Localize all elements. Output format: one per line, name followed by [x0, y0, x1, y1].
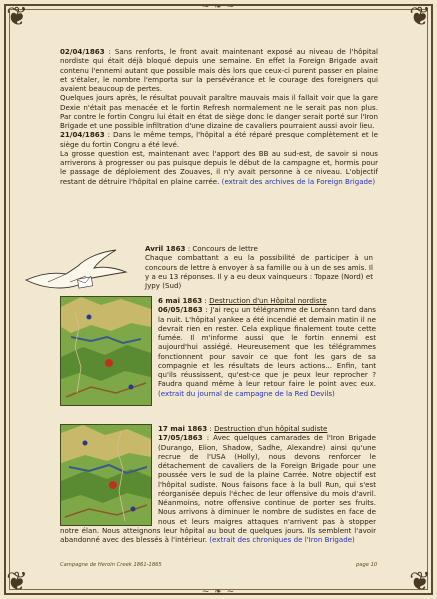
corner-fleuron-icon: ❦ [409, 567, 431, 597]
entry-date: 17 mai 1863 [158, 424, 208, 433]
article-letter-contest: Avril 1863 : Concours de lettre Chaque combattant a eu la possibilité de participer à un concours de lettre à envoyer à sa famille ou à un de ses amis. Il y a eu 13 réponses. Il y a eu deux vainqueurs : Topaze (Nord) et Jypy (Sud) [145, 244, 373, 290]
footer-campaign-name: Campagne de Heroïn Creek 1861-1865 [60, 562, 162, 568]
entry-date: 6 mai 1863 [158, 296, 203, 305]
top-ornament: ~ ❧ ~ [201, 2, 236, 12]
dove-letter-icon [20, 244, 132, 294]
source-link[interactable]: (extrait du journal de campagne de la Red Devils) [158, 388, 335, 398]
bottom-ornament: ~ ❧ ~ [201, 587, 236, 597]
entry-date: 21/04/1863 [60, 130, 105, 140]
footer-page-number: page 10 [356, 562, 378, 568]
corner-fleuron-icon: ❦ [409, 2, 431, 32]
article-foreign-brigade: 02/04/1863 : Sans renforts, le front avait maintenant exposé au niveau de l'hôpital nordiste qui était déjà bloqué depuis une semaine. En effet la Foreign Brigade avait contenu l'ennemi autant que possible mais dès lors que ceux-ci purent passer en plaine et s'étaler, le nombre l'emporta sur la persévérance et le courage des foreigners qui avaient beaucoup de pertes. Quelques jours après, le résultat pouvait paraître mauvais mais il fallait voir que la gare Dexie n'était pas menacée et le fortin Refresh normalement ne le serait pas non plus. Par contre le fortin Congru lui était en état de siège donc le danger serait porté sur l'Iron Brigade et une possible infiltration d'une dizaine de cavaliers pourraient aussi avoir lieu. 21/04/1863 : Dans le même temps, l'hôpital a été réparé presque complètement et le siège du fortin Congru a été levé. La grosse question est, maintenant avec l'apport des BB au sud-est, de savoir si nous arriverons à progresser ou pas puisque depuis le début de la campagne et, hormis pour le passage de déploiement des Zouaves, il n'y avait personne à ce niveau. L'objectif restant de détruire l'hôpital en plaine carrée. (extrait des archives de la Foreign Brigade) [60, 47, 378, 186]
entry-date: Avril 1863 [145, 244, 186, 253]
source-link[interactable]: (extrait des chroniques de l'Iron Brigade) [209, 535, 355, 544]
entry-title: Destruction d'un Hôpital nordiste [209, 296, 327, 305]
entry-date: 02/04/1863 [60, 47, 105, 56]
source-link[interactable]: (extrait des archives de la Foreign Brigade) [221, 176, 376, 186]
corner-fleuron-icon: ❦ [6, 567, 28, 597]
campaign-map-image [60, 296, 152, 406]
article-southern-hospital: 17 mai 1863 : Destruction d'un hôpital sudiste 17/05/1863 : Avec quelques camarades de l'Iron Brigade (Durango, Elion, Shadow, Sadhe, Alexandre) ainsi qu'une recrue de l'USA (Holly), nous devons renforcer le détachement de cavaliers de la Foreign Brigade pour une poussée vers le sud de la plaine Carrée. Notre objectif est l'hôpital sudiste. Nous faisons face à la bull Run, qui s'est réorganisée depuis l'échec de leur offensive du mois d'avril. Néanmoins, notre offensive continue de porter ses fruits. Nous arrivons à diminuer le nombre de sudistes en face de nous et leurs maigres attaques n'arrivent pas à stopper notre élan. Nous atteignons leur hôpital au bout de quelques jours. Ils semblent l'avoir abandonné avec des blessés à l'intérieur. (extrait des chroniques de l'Iron Brigade) [60, 424, 376, 544]
article-northern-hospital: 6 mai 1863 : Destruction d'un Hôpital nordiste 06/05/1863 : J'ai reçu un télégramme de Loréann tard dans la nuit. L'hôpital yankee a été incendié et demain matin il ne devrait rien en rester. Cela explique finalement toute cette fumée. Il m'informe aussi que le fortin ennemi est aujourd'hui assiégé. Heureusement que les télégrammes fonctionnent pour savoir ce que font les gars de sa compagnie et les résultats de leurs actions... Enfin, tant qu'ils réussissent, qu'est-ce que je peux leur reprocher ? Faudra quand même à leur retour faire le point avec eux. (extrait du journal de campagne de la Red Devils) [158, 296, 376, 398]
entry-date: 17/05/1863 [158, 433, 203, 443]
corner-fleuron-icon: ❦ [6, 2, 28, 32]
entry-date: 06/05/1863 [158, 305, 203, 315]
entry-title: Destruction d'un hôpital sudiste [214, 424, 328, 433]
